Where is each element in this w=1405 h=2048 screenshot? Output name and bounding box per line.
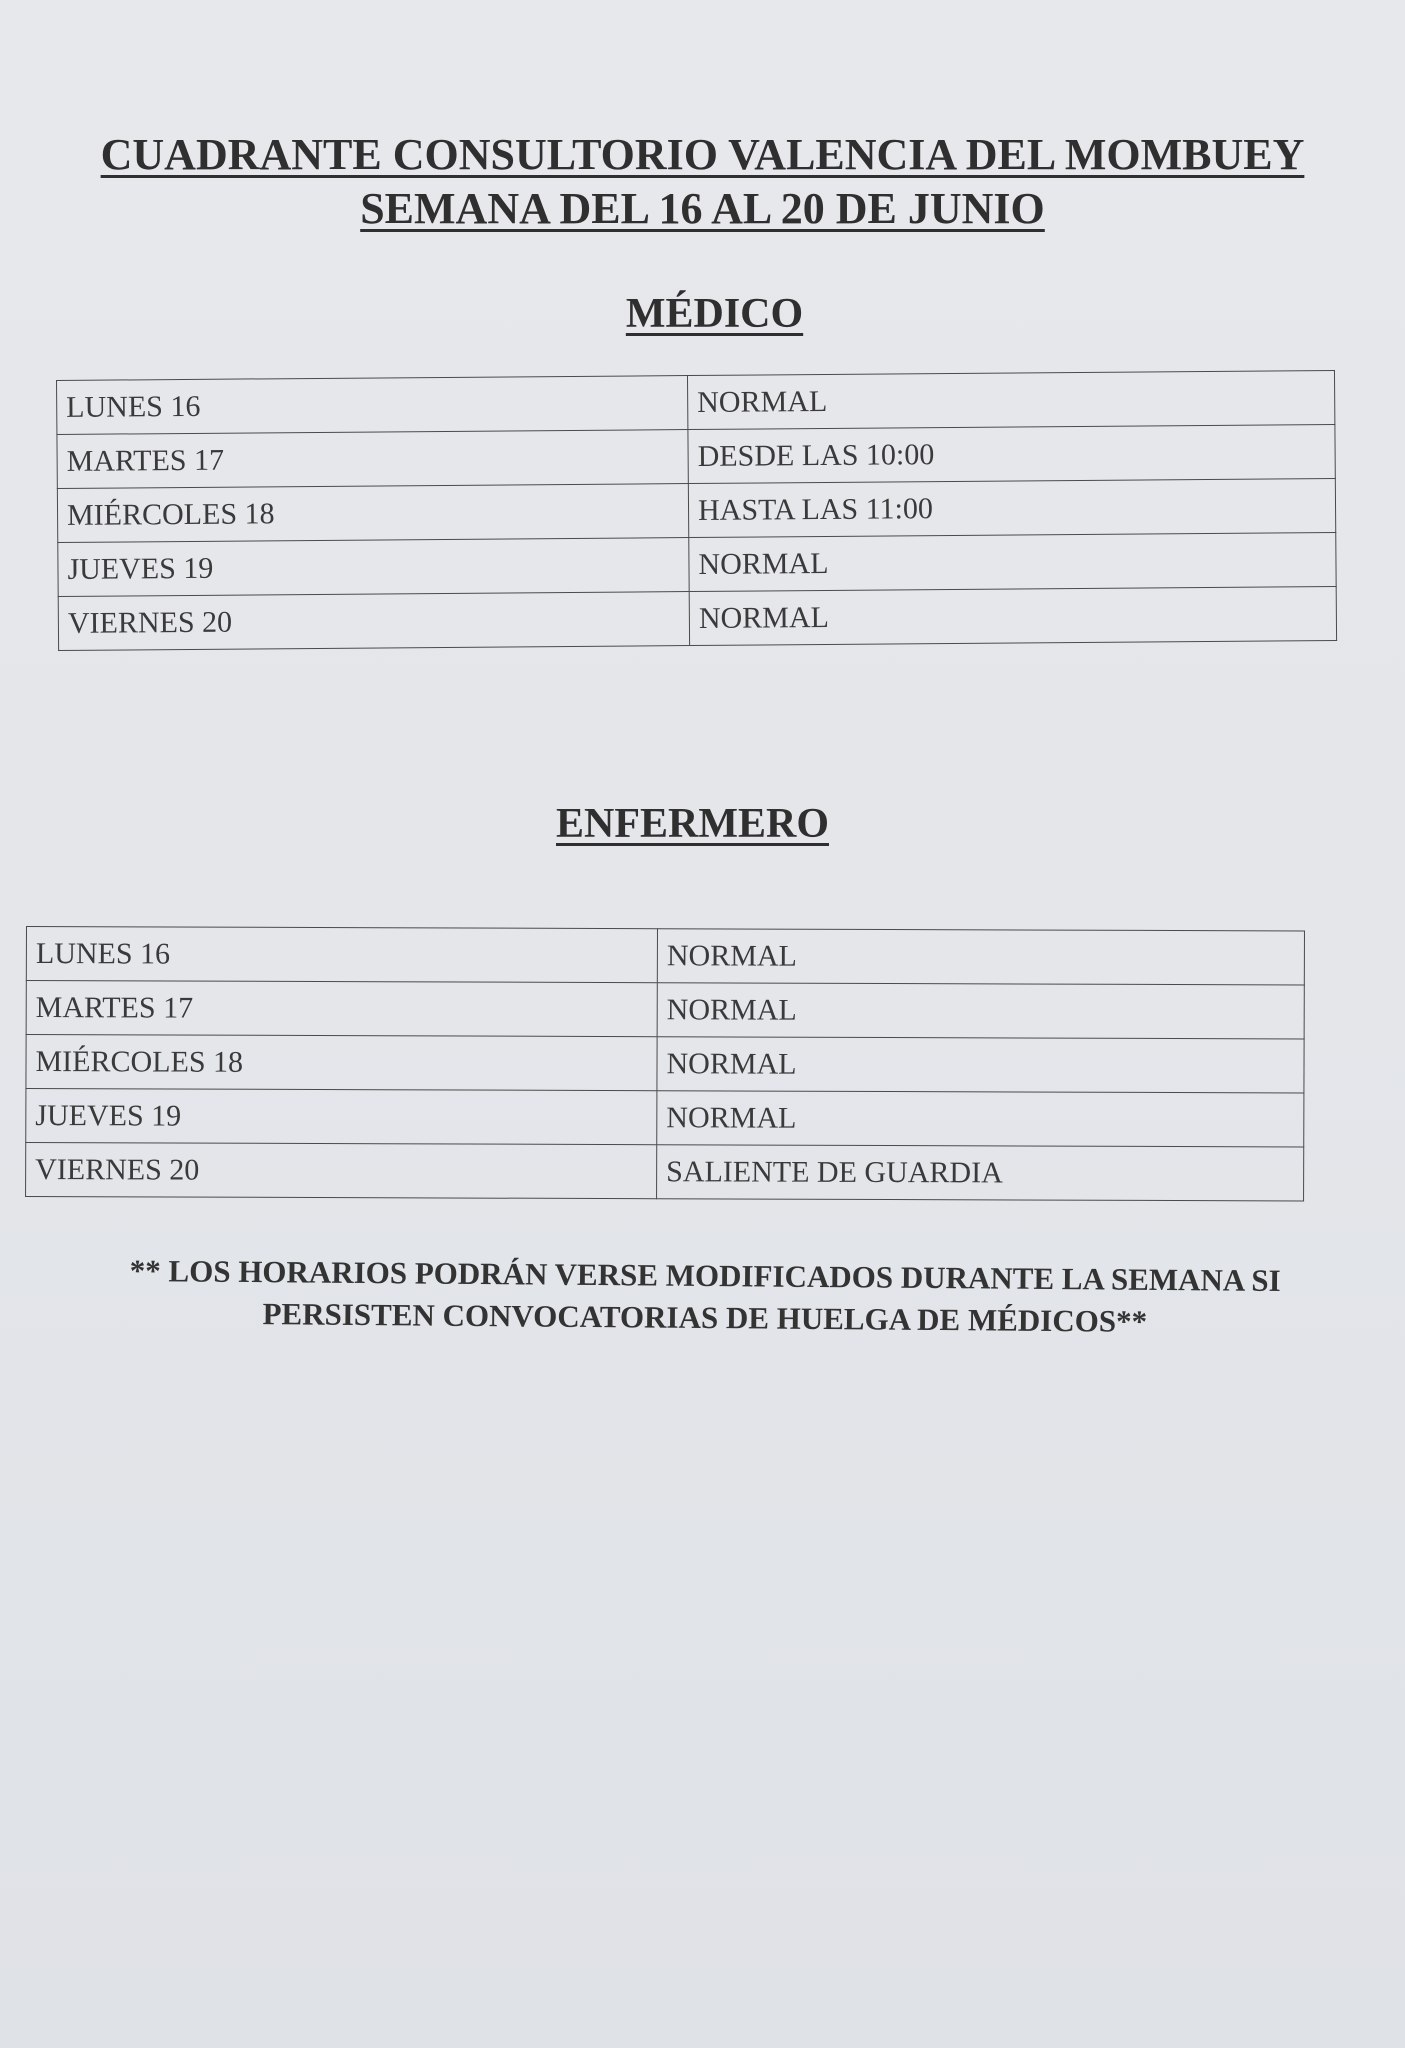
table-row [57,424,1335,488]
day-cell: MIÉRCOLES 18 [26,1035,657,1091]
status-cell: NORMAL [657,929,1304,985]
table-row [26,981,1304,1039]
day-cell: LUNES 16 [57,376,688,435]
day-cell: VIERNES 20 [26,1143,657,1199]
table-row [57,478,1335,542]
day-cell: MARTES 17 [57,430,688,489]
status-cell: HASTA LAS 11:00 [688,478,1335,537]
status-cell: NORMAL [657,1037,1304,1093]
status-cell: SALIENTE DE GUARDIA [657,1145,1304,1201]
medico-schedule-table [56,370,1337,651]
status-cell: NORMAL [687,370,1334,429]
document-subtitle: SEMANA DEL 16 AL 20 DE JUNIO [360,184,1045,233]
day-cell: LUNES 16 [26,927,657,983]
table-row [58,532,1336,596]
status-cell: DESDE LAS 10:00 [688,424,1335,483]
status-cell: NORMAL [657,1091,1304,1147]
table-row [26,927,1304,985]
notice-line: ** LOS HORARIOS PODRÁN VERSE MODIFICADOS DURANTE LA SEMANA SI [129,1252,1281,1299]
day-cell: VIERNES 20 [58,592,689,651]
status-cell: NORMAL [689,532,1336,591]
table-row [26,1089,1304,1147]
enfermero-section-title: ENFERMERO [556,801,829,847]
enfermero-schedule-table [25,926,1305,1201]
document-title: CUADRANTE CONSULTORIO VALENCIA DEL MOMBUEY [100,130,1305,179]
medico-section-title: MÉDICO [625,291,804,337]
status-cell: NORMAL [689,586,1336,645]
table-row [58,586,1336,650]
notice-line: PERSISTEN CONVOCATORIAS DE HUELGA DE MÉDICOS** [262,1296,1148,1339]
table-row [57,370,1335,434]
day-cell: JUEVES 19 [58,538,689,597]
table-row [26,1143,1304,1201]
table-row [26,1035,1304,1093]
status-cell: NORMAL [657,983,1304,1039]
day-cell: MIÉRCOLES 18 [57,484,688,543]
document-header [0,128,1405,236]
strike-notice [40,1249,1371,1345]
day-cell: MARTES 17 [26,981,657,1037]
day-cell: JUEVES 19 [26,1089,657,1145]
